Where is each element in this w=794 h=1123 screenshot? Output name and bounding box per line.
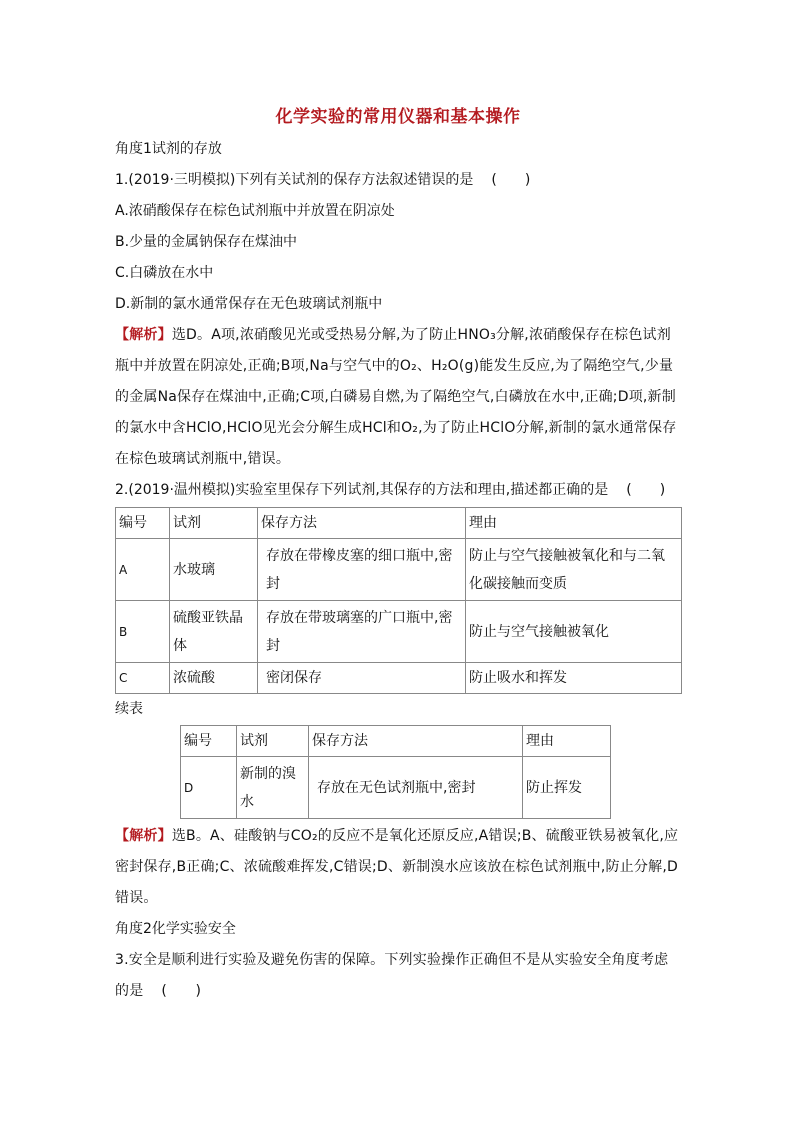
document-page: [115, 103, 681, 1007]
table-cell: 水玻璃: [170, 539, 258, 601]
question-2-stem: [115, 475, 681, 506]
analysis-text: 选B。A、硅酸钠与CO₂的反应不是氧化还原反应,A错误;B、硫酸亚铁易被氧化,应密封保存,B正确;C、浓硫酸难挥发,C错误;D、新制溴水应该放在棕色试剂瓶中,防止分解,D错误。: [115, 828, 679, 906]
table-cell: 浓硫酸: [170, 663, 258, 694]
question-2-analysis: [115, 821, 681, 914]
question-1-option-c: C.白磷放在水中: [115, 265, 214, 281]
storage-table: [115, 507, 682, 694]
section-heading-angle1: 角度1试剂的存放: [115, 141, 222, 157]
table-cell: B: [116, 601, 170, 663]
question-1-option-d: D.新制的氯水通常保存在无色玻璃试剂瓶中: [115, 296, 383, 312]
table-row: [116, 663, 682, 694]
table-cell: 防止与空气接触被氧化和与二氧化碳接触而变质: [466, 539, 682, 601]
question-1-option-a: A.浓硝酸保存在棕色试剂瓶中并放置在阴凉处: [115, 203, 395, 219]
question-1-stem: [115, 165, 681, 196]
page-title: 化学实验的常用仪器和基本操作: [275, 107, 521, 127]
table-cell: 存放在无色试剂瓶中,密封: [309, 757, 523, 819]
header-cell: 保存方法: [309, 726, 523, 757]
question-3-stem: [115, 945, 681, 1007]
table-header-row: [116, 508, 682, 539]
table-header-row: [181, 726, 611, 757]
table-row: [181, 757, 611, 819]
storage-table-continued: [180, 725, 611, 819]
header-cell: 试剂: [237, 726, 309, 757]
header-cell: 理由: [523, 726, 611, 757]
continued-table-label: 续表: [115, 701, 143, 717]
analysis-tag: 【解析】: [115, 327, 172, 343]
header-cell: 试剂: [170, 508, 258, 539]
question-1-option-b: B.少量的金属钠保存在煤油中: [115, 234, 298, 250]
header-cell: 编号: [116, 508, 170, 539]
question-3-text: 3.安全是顺利进行实验及避免伤害的保障。下列实验操作正确但不是从实验安全角度考虑的是: [115, 952, 669, 999]
table-cell: 新制的溴水: [237, 757, 309, 819]
question-1-paren: ( ): [491, 172, 531, 188]
table-cell: 硫酸亚铁晶体: [170, 601, 258, 663]
section-heading-angle2: 角度2化学实验安全: [115, 921, 236, 937]
table-cell: 存放在带玻璃塞的广口瓶中,密封: [258, 601, 466, 663]
table-cell: 防止与空气接触被氧化: [466, 601, 682, 663]
question-2-paren: ( ): [626, 482, 666, 498]
header-cell: 编号: [181, 726, 237, 757]
header-cell: 保存方法: [258, 508, 466, 539]
header-cell: 理由: [466, 508, 682, 539]
question-1-text: 1.(2019·三明模拟)下列有关试剂的保存方法叙述错误的是: [115, 172, 474, 188]
table-cell: 密闭保存: [258, 663, 466, 694]
table-cell: 防止吸水和挥发: [466, 663, 682, 694]
table-cell: 存放在带橡皮塞的细口瓶中,密封: [258, 539, 466, 601]
table-row: [116, 539, 682, 601]
analysis-tag: 【解析】: [115, 828, 172, 844]
table-cell: 防止挥发: [523, 757, 611, 819]
table-cell: D: [181, 757, 237, 819]
question-1-analysis: [115, 320, 681, 475]
table-cell: A: [116, 539, 170, 601]
question-2-text: 2.(2019·温州模拟)实验室里保存下列试剂,其保存的方法和理由,描述都正确的是: [115, 482, 609, 498]
table-cell: C: [116, 663, 170, 694]
analysis-text: 选D。A项,浓硝酸见光或受热易分解,为了防止HNO₃分解,浓硝酸保存在棕色试剂瓶中并放置在阴凉处,正确;B项,Na与空气中的O₂、H₂O(g)能发生反应,为了隔绝空气,少量的金属Na保存在煤油中,正确;C项,白磷易自燃,为了隔绝空气,白磷放在水中,正确;D项,新制的氯水中含HClO,HClO见光会分解生成HCl和O₂,为了防止HClO分解,新制的氯水通常保存在棕色玻璃试剂瓶中,错误。: [115, 327, 677, 467]
question-3-paren: ( ): [161, 983, 202, 999]
table-row: [116, 601, 682, 663]
